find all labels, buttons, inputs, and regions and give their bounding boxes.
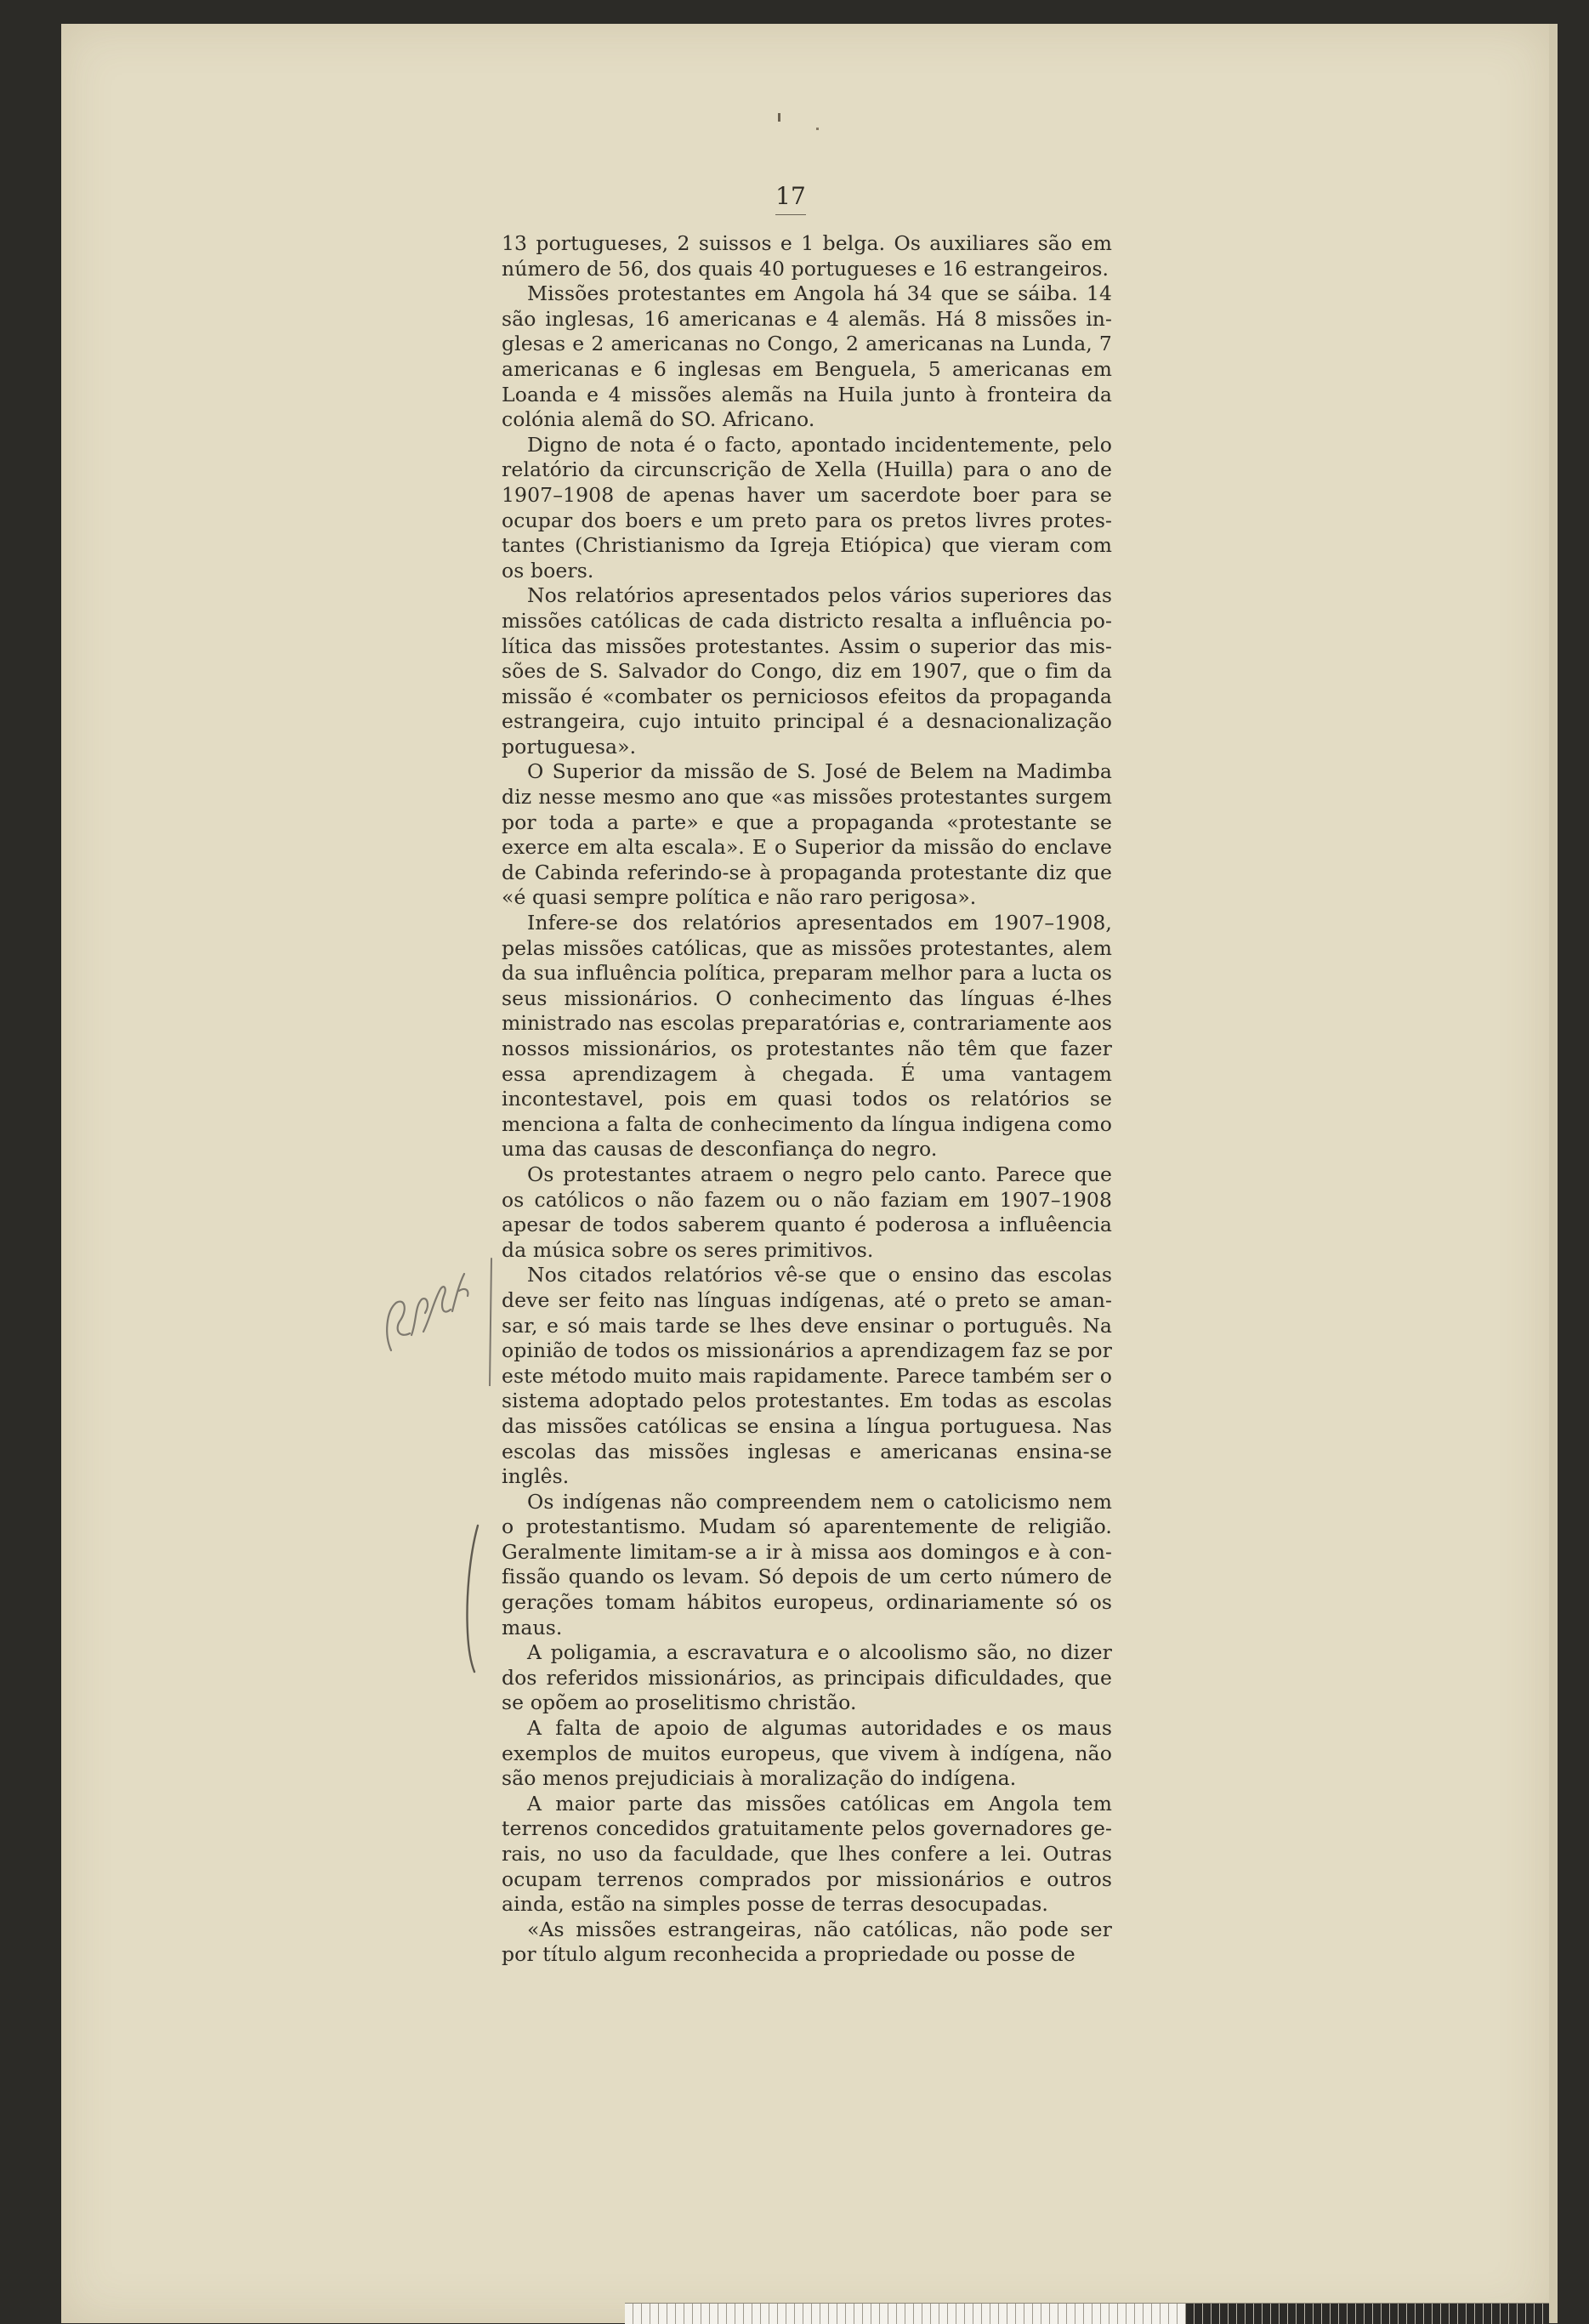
paragraph: Os protestantes atraem o negro pelo canto. Parece que os católicos o não fazem ou o não faziam em 1907–1908 apesar de todos saberem quanto é poderosa a influêencia da música sobre os seres primitivos.: [502, 1162, 1112, 1262]
paragraph: A falta de apoio de algumas autoridades e os maus exemplos de muitos europeus, que vivem à indígena, não são menos prejudiciais à moralização do indígena.: [502, 1716, 1112, 1791]
paragraph: Digno de nota é o facto, apontado incidentemente, pelo relatório da circunscrição de Xella (Huilla) para o ano de 1907–1908 de apenas haver um sacerdote boer para se ocupar dos boers e um preto para os pretos livres protestantes (Christianismo da Igreja Etiópica) que vieram com os boers.: [502, 432, 1112, 582]
paragraph: A maior parte das missões católicas em Angola tem terrenos concedidos gratuitamente pelos governadores gerais, no uso da faculdade, que lhes confere a lei. Outras ocupam terrenos comprados por missionários e outros ainda, estão na simples posse de terras desocupadas.: [502, 1791, 1112, 1917]
paragraph: A poligamia, a escravatura e o alcoolismo são, no dizer dos referidos missionários, as principais dificuldades, que se opõem ao proselitismo christão.: [502, 1640, 1112, 1715]
body-text: [502, 231, 1112, 1968]
paragraph: Nos relatórios apresentados pelos vários superiores das missões católicas de cada districto resalta a influência política das missões protestantes. Assim o superior das missões de S. Salvador do Congo, diz em 1907, que o fim da missão é «combater os perniciosos efeitos da propaganda estrangeira, cujo intuito principal é a desnacionalização portuguesa».: [502, 583, 1112, 759]
handwritten-annotation: [374, 1250, 502, 1386]
scan-calibration-strip-dark: [1186, 2304, 1549, 2324]
ink-speck: [816, 128, 819, 130]
page-edge: [1549, 24, 1558, 2323]
paragraph: Os indígenas não compreendem nem o catolicismo nem o protestantismo. Mudam só aparentemente de religião. Geralmente limitam-se a ir à missa aos domingos e à confissão quando os levam. Só depois de um certo número de gerações tomam hábitos europeus, ordinariamente só os maus.: [502, 1489, 1112, 1639]
paragraph: Infere-se dos relatórios apresentados em 1907–1908, pelas missões católicas, que as missões protestantes, alem da sua influência política, preparam melhor para a lucta os seus missionários. O conhecimento das línguas é-lhes ministrado nas escolas preparatórias e, contrariamente aos nossos missionários, os protestantes não têm que fazer essa aprendizagem à chegada. É uma vantagem incontestavel, pois em quasi todos os relatórios se menciona a falta de conhecimento da língua indigena como uma das causas de desconfiança do negro.: [502, 911, 1112, 1162]
paragraph: O Superior da missão de S. José de Belem na Madimba diz nesse mesmo ano que «as missões protestantes surgem por toda a parte» e que a propaganda «protestante se exerce em alta escala». E o Superior da missão do enclave de Cabinda referindo-se à propaganda protestante diz que «é quasi sempre política e não raro perigosa».: [502, 759, 1112, 910]
ink-speck: [778, 113, 780, 122]
page-number: 17: [775, 182, 806, 210]
paragraph: Nos citados relatórios vê-se que o ensino das escolas deve ser feito nas línguas indígenas, até o preto se amansar, e só mais tarde se lhes deve ensinar o português. Na opinião de todos os missionários a aprendizagem faz se por este método muito mais rapidamente. Parece também ser o sistema adoptado pelos protestantes. Em todas as escolas das missões católicas se ensina a língua portuguesa. Nas escolas das missões inglesas e americanas ensina-se inglês.: [502, 1263, 1112, 1489]
paragraph: «As missões estrangeiras, não católicas, não pode ser por título algum reconhecida a propriedade ou posse de: [502, 1917, 1112, 1967]
paragraph: 13 portugueses, 2 suissos e 1 belga. Os auxiliares são em número de 56, dos quais 40 portugueses e 16 estrangeiros.: [502, 231, 1112, 281]
scan-calibration-strip: [625, 2303, 1549, 2324]
paragraph: Missões protestantes em Angola há 34 que se sáiba. 14 são inglesas, 16 americanas e 4 alemãs. Há 8 missões inglesas e 2 americanas no Congo, 2 americanas na Lunda, 7 americanas e 6 inglesas em Benguela, 5 americanas em Loanda e 4 missões alemãs na Huila junto à fronteira da colónia alemã do SO. Africano.: [502, 281, 1112, 432]
page-number-underline: [775, 214, 806, 215]
pencil-margin-line: [459, 1522, 485, 1675]
